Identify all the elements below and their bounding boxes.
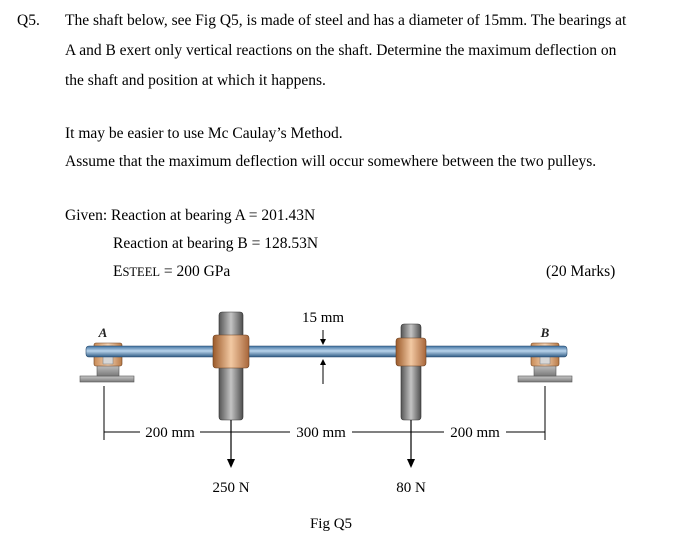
given-reaction-b: Reaction at bearing B = 128.53N [113, 235, 319, 252]
dimension-200mm-right: 200 mm [450, 425, 500, 441]
question-line-2: A and B exert only vertical reactions on the shaft. Determine the maximum deflection on [65, 42, 617, 59]
given-reaction-a: Given: Reaction at bearing A = 201.43N [65, 207, 316, 224]
modulus-symbol: E [113, 263, 123, 280]
modulus-value: = 200 GPa [159, 263, 231, 280]
modulus-subscript: STEEL [122, 265, 160, 279]
label-diameter: 15 mm [301, 310, 345, 326]
question-line-1: The shaft below, see Fig Q5, is made of steel and has a diameter of 15mm. The bearings at [65, 12, 627, 29]
pulley-right [396, 324, 426, 468]
dimension-200mm-left: 200 mm [145, 425, 195, 441]
question-line-3: the shaft and position at which it happens. [65, 72, 326, 89]
hint-max-deflection: Assume that the maximum deflection will occur somewhere between the two pulleys. [65, 153, 597, 170]
marks: (20 Marks) [546, 263, 616, 280]
load-250n: 250 N [212, 480, 250, 496]
pulley-left [213, 312, 249, 468]
dimension-300mm: 300 mm [296, 425, 346, 441]
steel-shaft [86, 346, 567, 357]
label-bearing-b: B [540, 325, 550, 340]
figure-caption: Fig Q5 [309, 516, 353, 532]
label-bearing-a: A [98, 325, 108, 340]
question-number: Q5. [17, 12, 40, 29]
load-80n: 80 N [396, 480, 426, 496]
hint-macaulay: It may be easier to use Mc Caulay’s Method. [65, 125, 343, 142]
